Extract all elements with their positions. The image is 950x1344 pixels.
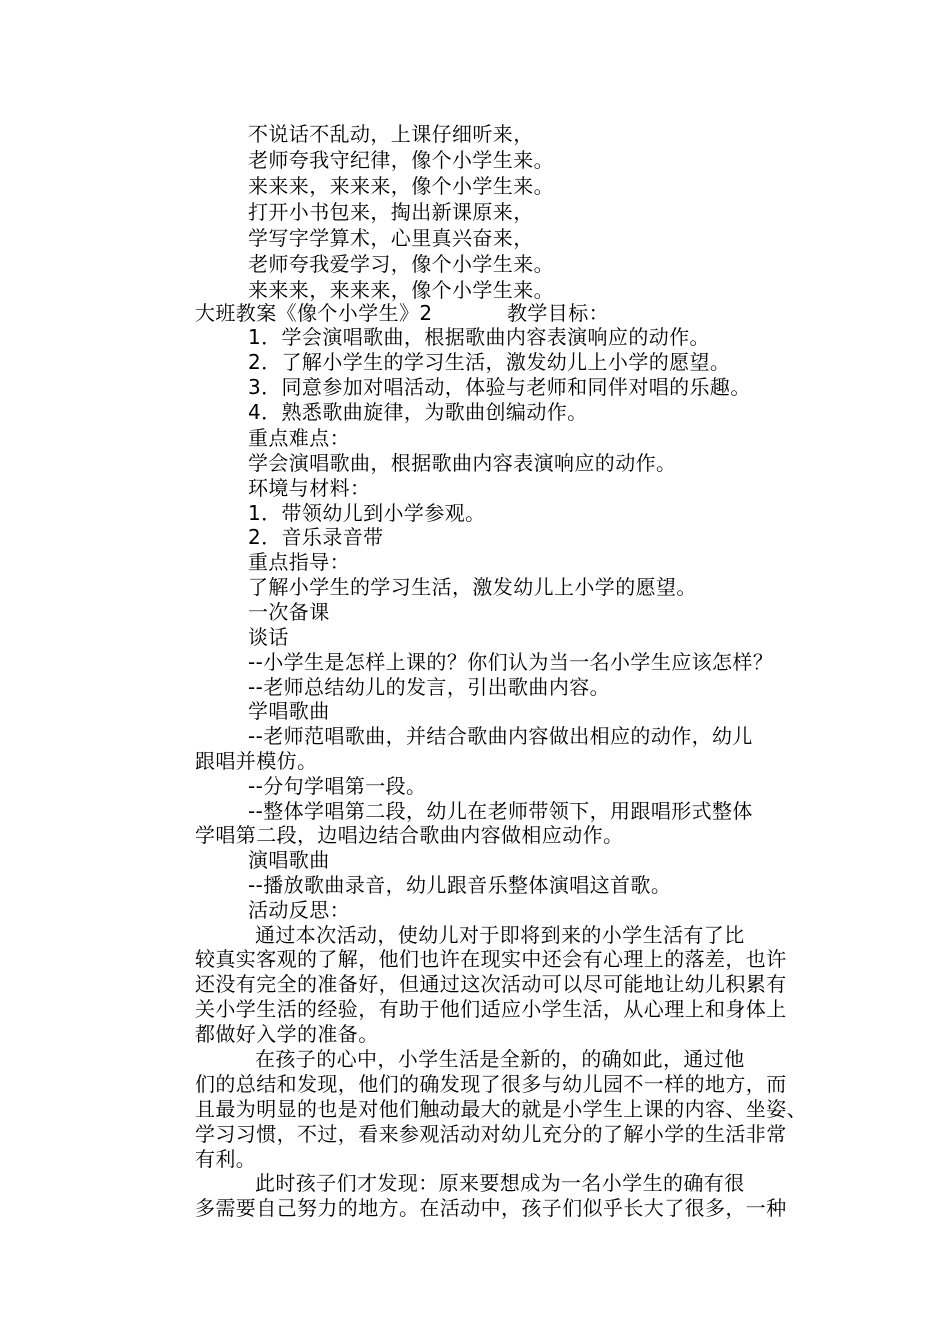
lesson-title: 大班教案《像个小学生》2	[195, 301, 433, 325]
learn-step-1-cont: 跟唱并模仿。	[195, 749, 318, 773]
reflection-para-1-line-5: 都做好入学的准备。	[195, 1022, 379, 1046]
lyric-line-2: 老师夸我守纪律，像个小学生来。	[248, 148, 554, 172]
lyric-line-5: 学写字学算术，心里真兴奋来，	[248, 226, 534, 250]
reflection-para-2-line-1: 在孩子的心中，小学生活是全新的，的确如此，通过他	[255, 1047, 745, 1071]
goal-item-3: 3．同意参加对唱活动，体验与老师和同伴对唱的乐趣。	[248, 375, 751, 399]
subheading-learn-song: 学唱歌曲	[248, 699, 330, 723]
subheading-talk: 谈话	[248, 625, 289, 649]
goal-item-1: 1．学会演唱歌曲，根据歌曲内容表演响应的动作。	[248, 325, 710, 349]
reflection-para-1-line-1: 通过本次活动，使幼儿对于即将到来的小学生活有了比	[255, 923, 745, 947]
reflection-para-2-line-5: 有利。	[195, 1147, 257, 1171]
reflection-para-2-line-4: 学习习惯，不过，看来参观活动对幼儿充分的了解小学的生活非常	[195, 1122, 787, 1146]
lyric-line-3: 来来来，来来来，像个小学生来。	[248, 174, 554, 198]
section-heading-prep: 一次备课	[248, 600, 330, 624]
learn-step-1: --老师范唱歌曲，并结合歌曲内容做出相应的动作，幼儿	[248, 724, 753, 748]
goal-item-2: 2．了解小学生的学习生活，激发幼儿上小学的愿望。	[248, 350, 731, 374]
learn-step-3: --整体学唱第二段，幼儿在老师带领下，用跟唱形式整体	[248, 799, 753, 823]
reflection-para-1-line-4: 关小学生活的经验，有助于他们适应小学生活，从心理上和身体上	[195, 997, 787, 1021]
reflection-para-1-line-3: 还没有完全的准备好，但通过这次活动可以尽可能地让幼儿积累有	[195, 972, 787, 996]
reflection-para-3-line-2: 多需要自己努力的地方。在活动中，孩子们似乎长大了很多，一种	[195, 1196, 787, 1220]
lyric-line-4: 打开小书包来，掏出新课原来，	[248, 200, 534, 224]
talk-step-1: --小学生是怎样上课的？你们认为当一名小学生应该怎样？	[248, 650, 774, 674]
lyric-line-1: 不说话不乱动，上课仔细听来，	[248, 122, 534, 146]
reflection-para-2-line-2: 们的总结和发现，他们的确发现了很多与幼儿园不一样的地方，而	[195, 1072, 787, 1096]
section-heading-key-points: 重点难点：	[248, 426, 350, 450]
reflection-para-3-line-1: 此时孩子们才发现：原来要想成为一名小学生的确有很	[255, 1171, 745, 1195]
material-item-2: 2．音乐录音带	[248, 525, 384, 549]
reflection-para-1-line-2: 较真实客观的了解，他们也许在现实中还会有心理上的落差，也许	[195, 947, 787, 971]
section-heading-goals: 教学目标：	[507, 301, 609, 325]
guidance-text: 了解小学生的学习生活，激发幼儿上小学的愿望。	[248, 575, 697, 599]
material-item-1: 1．带领幼儿到小学参观。	[248, 501, 486, 525]
perform-step-1: --播放歌曲录音，幼儿跟音乐整体演唱这首歌。	[248, 873, 672, 897]
goal-item-4: 4．熟悉歌曲旋律，为歌曲创编动作。	[248, 400, 588, 424]
key-points-text: 学会演唱歌曲，根据歌曲内容表演响应的动作。	[248, 451, 677, 475]
lyric-line-7: 来来来，来来来，像个小学生来。	[248, 278, 554, 302]
lyric-line-6: 老师夸我爱学习，像个小学生来。	[248, 252, 554, 276]
section-heading-reflection: 活动反思：	[248, 898, 350, 922]
section-heading-materials: 环境与材料：	[248, 476, 371, 500]
section-heading-guidance: 重点指导：	[248, 550, 350, 574]
reflection-para-2-line-3: 且最为明显的也是对他们触动最大的就是小学生上课的内容、坐姿、	[195, 1097, 807, 1121]
talk-step-2: --老师总结幼儿的发言，引出歌曲内容。	[248, 675, 611, 699]
learn-step-2: --分句学唱第一段。	[248, 774, 427, 798]
subheading-perform-song: 演唱歌曲	[248, 848, 330, 872]
learn-step-3-cont: 学唱第二段，边唱边结合歌曲内容做相应动作。	[195, 823, 624, 847]
